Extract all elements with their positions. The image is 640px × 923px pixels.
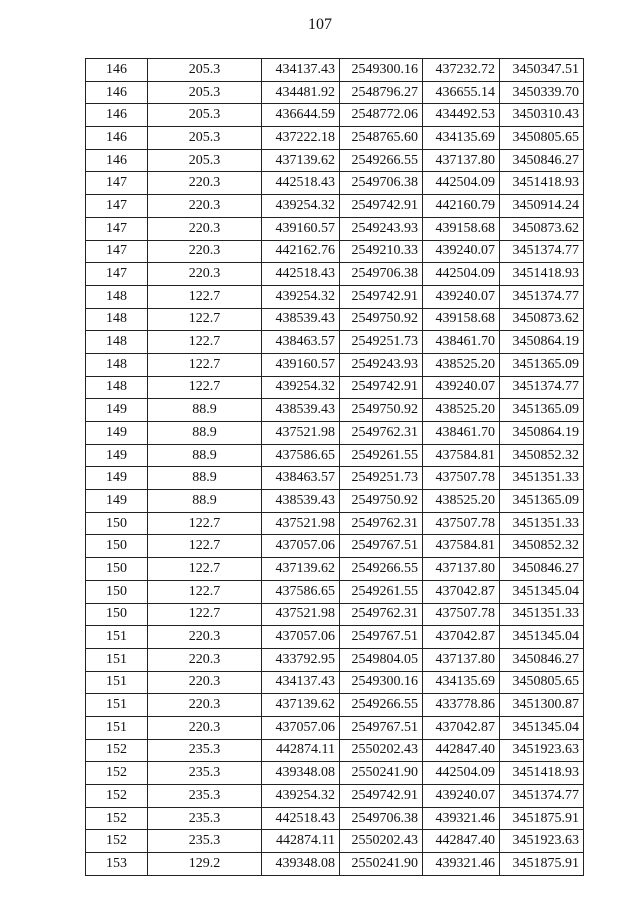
parcel-id-cell: 147 <box>86 240 148 263</box>
x2-cell: 438525.20 <box>423 353 500 376</box>
area-cell: 122.7 <box>148 512 262 535</box>
x2-cell: 437042.87 <box>423 716 500 739</box>
parcel-id-cell: 149 <box>86 467 148 490</box>
area-cell: 129.2 <box>148 853 262 876</box>
x1-cell: 442518.43 <box>262 263 340 286</box>
table-row <box>86 716 584 739</box>
table-row <box>86 512 584 535</box>
x1-cell: 442874.11 <box>262 739 340 762</box>
area-cell: 122.7 <box>148 285 262 308</box>
y2-cell: 3451365.09 <box>500 353 584 376</box>
x1-cell: 442518.43 <box>262 172 340 195</box>
x1-cell: 437139.62 <box>262 694 340 717</box>
parcel-id-cell: 148 <box>86 308 148 331</box>
x1-cell: 438539.43 <box>262 308 340 331</box>
y1-cell: 2549706.38 <box>340 807 423 830</box>
x2-cell: 436655.14 <box>423 81 500 104</box>
parcel-id-cell: 152 <box>86 762 148 785</box>
table-row <box>86 739 584 762</box>
area-cell: 220.3 <box>148 626 262 649</box>
x2-cell: 442847.40 <box>423 739 500 762</box>
area-cell: 122.7 <box>148 535 262 558</box>
table-row <box>86 626 584 649</box>
y1-cell: 2549261.55 <box>340 580 423 603</box>
table-row <box>86 331 584 354</box>
area-cell: 235.3 <box>148 762 262 785</box>
y2-cell: 3450873.62 <box>500 217 584 240</box>
parcel-id-cell: 151 <box>86 694 148 717</box>
x1-cell: 438463.57 <box>262 467 340 490</box>
y1-cell: 2549706.38 <box>340 263 423 286</box>
x2-cell: 438461.70 <box>423 422 500 445</box>
table-row <box>86 807 584 830</box>
y2-cell: 3451418.93 <box>500 172 584 195</box>
x2-cell: 437137.80 <box>423 648 500 671</box>
x2-cell: 442504.09 <box>423 263 500 286</box>
x1-cell: 439348.08 <box>262 762 340 785</box>
parcel-id-cell: 151 <box>86 626 148 649</box>
area-cell: 205.3 <box>148 59 262 82</box>
x1-cell: 438539.43 <box>262 490 340 513</box>
x2-cell: 434492.53 <box>423 104 500 127</box>
x2-cell: 437584.81 <box>423 535 500 558</box>
y1-cell: 2549210.33 <box>340 240 423 263</box>
area-cell: 220.3 <box>148 648 262 671</box>
area-cell: 122.7 <box>148 353 262 376</box>
parcel-id-cell: 150 <box>86 558 148 581</box>
parcel-id-cell: 146 <box>86 127 148 150</box>
x2-cell: 437507.78 <box>423 467 500 490</box>
y1-cell: 2548796.27 <box>340 81 423 104</box>
y1-cell: 2549243.93 <box>340 217 423 240</box>
y2-cell: 3450852.32 <box>500 444 584 467</box>
area-cell: 122.7 <box>148 331 262 354</box>
parcel-id-cell: 149 <box>86 399 148 422</box>
y2-cell: 3450864.19 <box>500 331 584 354</box>
y2-cell: 3451365.09 <box>500 490 584 513</box>
y1-cell: 2549706.38 <box>340 172 423 195</box>
table-row <box>86 172 584 195</box>
parcel-id-cell: 150 <box>86 580 148 603</box>
area-cell: 235.3 <box>148 785 262 808</box>
parcel-id-cell: 146 <box>86 59 148 82</box>
y1-cell: 2549742.91 <box>340 785 423 808</box>
table-row <box>86 104 584 127</box>
y1-cell: 2550202.43 <box>340 739 423 762</box>
parcel-id-cell: 152 <box>86 830 148 853</box>
x2-cell: 434135.69 <box>423 671 500 694</box>
parcel-id-cell: 151 <box>86 716 148 739</box>
x2-cell: 439158.68 <box>423 217 500 240</box>
x1-cell: 437057.06 <box>262 626 340 649</box>
area-cell: 235.3 <box>148 739 262 762</box>
y1-cell: 2549767.51 <box>340 535 423 558</box>
table-row <box>86 830 584 853</box>
y2-cell: 3450805.65 <box>500 127 584 150</box>
y1-cell: 2549762.31 <box>340 603 423 626</box>
parcel-id-cell: 151 <box>86 648 148 671</box>
y2-cell: 3450864.19 <box>500 422 584 445</box>
x2-cell: 438525.20 <box>423 399 500 422</box>
area-cell: 88.9 <box>148 444 262 467</box>
y2-cell: 3451418.93 <box>500 762 584 785</box>
parcel-id-cell: 149 <box>86 490 148 513</box>
area-cell: 88.9 <box>148 399 262 422</box>
area-cell: 122.7 <box>148 558 262 581</box>
table-row <box>86 694 584 717</box>
area-cell: 205.3 <box>148 149 262 172</box>
y2-cell: 3451351.33 <box>500 512 584 535</box>
area-cell: 122.7 <box>148 308 262 331</box>
x1-cell: 439254.32 <box>262 195 340 218</box>
y2-cell: 3451374.77 <box>500 285 584 308</box>
y2-cell: 3451345.04 <box>500 580 584 603</box>
area-cell: 220.3 <box>148 217 262 240</box>
area-cell: 122.7 <box>148 376 262 399</box>
y2-cell: 3451875.91 <box>500 853 584 876</box>
y2-cell: 3451300.87 <box>500 694 584 717</box>
y2-cell: 3450873.62 <box>500 308 584 331</box>
x1-cell: 439348.08 <box>262 853 340 876</box>
y1-cell: 2549266.55 <box>340 149 423 172</box>
parcel-id-cell: 146 <box>86 149 148 172</box>
x1-cell: 437222.18 <box>262 127 340 150</box>
x2-cell: 433778.86 <box>423 694 500 717</box>
y2-cell: 3450339.70 <box>500 81 584 104</box>
table-row <box>86 422 584 445</box>
area-cell: 220.3 <box>148 716 262 739</box>
y2-cell: 3451418.93 <box>500 263 584 286</box>
x1-cell: 442874.11 <box>262 830 340 853</box>
x1-cell: 437521.98 <box>262 422 340 445</box>
x2-cell: 439321.46 <box>423 807 500 830</box>
y1-cell: 2549266.55 <box>340 694 423 717</box>
y2-cell: 3451345.04 <box>500 716 584 739</box>
area-cell: 88.9 <box>148 490 262 513</box>
y1-cell: 2549750.92 <box>340 308 423 331</box>
x2-cell: 442160.79 <box>423 195 500 218</box>
parcel-id-cell: 153 <box>86 853 148 876</box>
area-cell: 88.9 <box>148 467 262 490</box>
y1-cell: 2549300.16 <box>340 671 423 694</box>
y2-cell: 3451923.63 <box>500 739 584 762</box>
x1-cell: 438463.57 <box>262 331 340 354</box>
area-cell: 88.9 <box>148 422 262 445</box>
area-cell: 220.3 <box>148 240 262 263</box>
y1-cell: 2549767.51 <box>340 716 423 739</box>
table-row <box>86 648 584 671</box>
parcel-id-cell: 148 <box>86 353 148 376</box>
x2-cell: 434135.69 <box>423 127 500 150</box>
area-cell: 205.3 <box>148 81 262 104</box>
y2-cell: 3451875.91 <box>500 807 584 830</box>
y1-cell: 2550202.43 <box>340 830 423 853</box>
y1-cell: 2549750.92 <box>340 399 423 422</box>
y2-cell: 3451351.33 <box>500 467 584 490</box>
y1-cell: 2549261.55 <box>340 444 423 467</box>
y2-cell: 3451365.09 <box>500 399 584 422</box>
y1-cell: 2549742.91 <box>340 195 423 218</box>
y1-cell: 2549266.55 <box>340 558 423 581</box>
parcel-id-cell: 150 <box>86 512 148 535</box>
parcel-id-cell: 147 <box>86 217 148 240</box>
table-row <box>86 376 584 399</box>
y1-cell: 2549251.73 <box>340 467 423 490</box>
y2-cell: 3450805.65 <box>500 671 584 694</box>
parcel-id-cell: 148 <box>86 376 148 399</box>
parcel-id-cell: 152 <box>86 807 148 830</box>
parcel-id-cell: 147 <box>86 263 148 286</box>
x1-cell: 439254.32 <box>262 285 340 308</box>
y2-cell: 3451345.04 <box>500 626 584 649</box>
parcel-id-cell: 149 <box>86 444 148 467</box>
parcel-id-cell: 146 <box>86 104 148 127</box>
y1-cell: 2549750.92 <box>340 490 423 513</box>
x2-cell: 437584.81 <box>423 444 500 467</box>
table-row <box>86 195 584 218</box>
y2-cell: 3450846.27 <box>500 648 584 671</box>
x1-cell: 437586.65 <box>262 444 340 467</box>
y1-cell: 2550241.90 <box>340 762 423 785</box>
x1-cell: 437521.98 <box>262 603 340 626</box>
y1-cell: 2549251.73 <box>340 331 423 354</box>
table-row <box>86 558 584 581</box>
x2-cell: 439240.07 <box>423 285 500 308</box>
parcel-id-cell: 150 <box>86 603 148 626</box>
y2-cell: 3450347.51 <box>500 59 584 82</box>
x2-cell: 437042.87 <box>423 580 500 603</box>
x2-cell: 442847.40 <box>423 830 500 853</box>
x1-cell: 439160.57 <box>262 217 340 240</box>
x1-cell: 437521.98 <box>262 512 340 535</box>
x1-cell: 437057.06 <box>262 716 340 739</box>
area-cell: 235.3 <box>148 807 262 830</box>
table-row <box>86 444 584 467</box>
x2-cell: 437137.80 <box>423 149 500 172</box>
x2-cell: 437507.78 <box>423 603 500 626</box>
y2-cell: 3451374.77 <box>500 240 584 263</box>
x2-cell: 438525.20 <box>423 490 500 513</box>
y2-cell: 3451351.33 <box>500 603 584 626</box>
y1-cell: 2550241.90 <box>340 853 423 876</box>
parcel-id-cell: 149 <box>86 422 148 445</box>
table-row <box>86 399 584 422</box>
table-row <box>86 217 584 240</box>
x1-cell: 439160.57 <box>262 353 340 376</box>
x2-cell: 439240.07 <box>423 240 500 263</box>
x1-cell: 436644.59 <box>262 104 340 127</box>
x1-cell: 434481.92 <box>262 81 340 104</box>
table-row <box>86 240 584 263</box>
x1-cell: 439254.32 <box>262 785 340 808</box>
parcel-id-cell: 146 <box>86 81 148 104</box>
page-number: 107 <box>308 16 332 33</box>
x1-cell: 437057.06 <box>262 535 340 558</box>
x1-cell: 437139.62 <box>262 558 340 581</box>
y2-cell: 3450846.27 <box>500 558 584 581</box>
table-row <box>86 490 584 513</box>
y1-cell: 2549767.51 <box>340 626 423 649</box>
area-cell: 220.3 <box>148 195 262 218</box>
parcel-id-cell: 151 <box>86 671 148 694</box>
y1-cell: 2549804.05 <box>340 648 423 671</box>
y2-cell: 3450914.24 <box>500 195 584 218</box>
coordinates-table <box>85 58 584 876</box>
table-row <box>86 59 584 82</box>
table-row <box>86 353 584 376</box>
y1-cell: 2549762.31 <box>340 422 423 445</box>
y2-cell: 3451374.77 <box>500 785 584 808</box>
parcel-id-cell: 147 <box>86 172 148 195</box>
y1-cell: 2549243.93 <box>340 353 423 376</box>
x2-cell: 437232.72 <box>423 59 500 82</box>
y2-cell: 3451374.77 <box>500 376 584 399</box>
x2-cell: 439240.07 <box>423 376 500 399</box>
y2-cell: 3450310.43 <box>500 104 584 127</box>
table-row <box>86 580 584 603</box>
parcel-id-cell: 152 <box>86 785 148 808</box>
y1-cell: 2549762.31 <box>340 512 423 535</box>
y2-cell: 3450846.27 <box>500 149 584 172</box>
y1-cell: 2548765.60 <box>340 127 423 150</box>
x2-cell: 442504.09 <box>423 172 500 195</box>
table-row <box>86 467 584 490</box>
area-cell: 122.7 <box>148 580 262 603</box>
x2-cell: 439240.07 <box>423 785 500 808</box>
table-row <box>86 762 584 785</box>
y1-cell: 2549300.16 <box>340 59 423 82</box>
table-row <box>86 285 584 308</box>
x2-cell: 442504.09 <box>423 762 500 785</box>
area-cell: 220.3 <box>148 172 262 195</box>
table-row <box>86 785 584 808</box>
area-cell: 205.3 <box>148 104 262 127</box>
area-cell: 220.3 <box>148 263 262 286</box>
y1-cell: 2548772.06 <box>340 104 423 127</box>
area-cell: 220.3 <box>148 671 262 694</box>
y2-cell: 3451923.63 <box>500 830 584 853</box>
x1-cell: 437139.62 <box>262 149 340 172</box>
parcel-id-cell: 150 <box>86 535 148 558</box>
x1-cell: 433792.95 <box>262 648 340 671</box>
y1-cell: 2549742.91 <box>340 376 423 399</box>
table-row <box>86 127 584 150</box>
parcel-id-cell: 148 <box>86 285 148 308</box>
x2-cell: 437042.87 <box>423 626 500 649</box>
coordinates-table-body <box>86 59 584 876</box>
parcel-id-cell: 152 <box>86 739 148 762</box>
y1-cell: 2549742.91 <box>340 285 423 308</box>
x2-cell: 439158.68 <box>423 308 500 331</box>
x1-cell: 437586.65 <box>262 580 340 603</box>
x1-cell: 442162.76 <box>262 240 340 263</box>
area-cell: 220.3 <box>148 694 262 717</box>
area-cell: 235.3 <box>148 830 262 853</box>
x2-cell: 437137.80 <box>423 558 500 581</box>
table-row <box>86 535 584 558</box>
x2-cell: 438461.70 <box>423 331 500 354</box>
x2-cell: 439321.46 <box>423 853 500 876</box>
table-row <box>86 671 584 694</box>
table-row <box>86 308 584 331</box>
area-cell: 205.3 <box>148 127 262 150</box>
x1-cell: 434137.43 <box>262 671 340 694</box>
table-row <box>86 603 584 626</box>
x1-cell: 442518.43 <box>262 807 340 830</box>
area-cell: 122.7 <box>148 603 262 626</box>
x1-cell: 434137.43 <box>262 59 340 82</box>
x1-cell: 439254.32 <box>262 376 340 399</box>
table-row <box>86 263 584 286</box>
parcel-id-cell: 148 <box>86 331 148 354</box>
table-row <box>86 81 584 104</box>
x1-cell: 438539.43 <box>262 399 340 422</box>
x2-cell: 437507.78 <box>423 512 500 535</box>
parcel-id-cell: 147 <box>86 195 148 218</box>
y2-cell: 3450852.32 <box>500 535 584 558</box>
table-row <box>86 853 584 876</box>
table-row <box>86 149 584 172</box>
